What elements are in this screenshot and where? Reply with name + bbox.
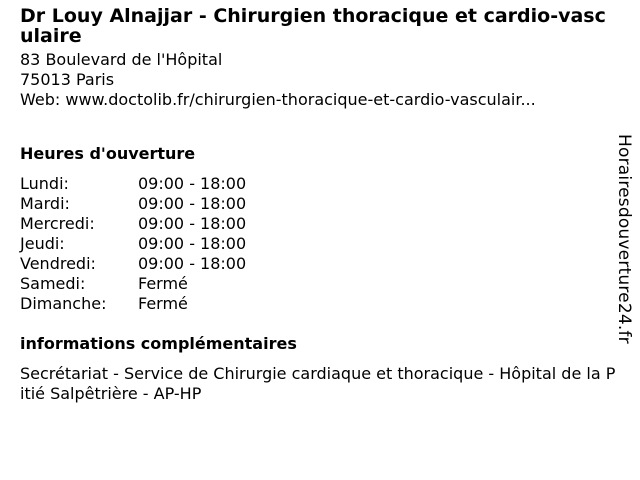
page-title: Dr Louy Alnajjar - Chirurgien thoracique et cardio-vasculaire xyxy=(20,5,606,47)
hours-row-lundi xyxy=(20,174,246,194)
day-label: Mercredi: xyxy=(20,214,95,233)
hours-row-mardi xyxy=(20,194,246,214)
day-hours: 09:00 - 18:00 xyxy=(138,214,247,233)
day-hours: 09:00 - 18:00 xyxy=(138,254,247,273)
address-city: 75013 Paris xyxy=(20,70,115,89)
day-hours: 09:00 - 18:00 xyxy=(138,194,247,213)
hours-row-dimanche xyxy=(20,294,246,314)
hours-row-samedi xyxy=(20,274,246,294)
day-label: Lundi: xyxy=(20,174,69,193)
opening-hours-table xyxy=(20,174,246,314)
day-hours: 09:00 - 18:00 xyxy=(138,234,247,253)
day-label: Mardi: xyxy=(20,194,70,213)
day-hours: Fermé xyxy=(138,274,188,293)
day-hours: Fermé xyxy=(138,294,188,313)
hours-heading: Heures d'ouverture xyxy=(20,144,196,163)
hours-row-jeudi xyxy=(20,234,246,254)
extra-info-heading: informations complémentaires xyxy=(20,334,297,353)
day-label: Jeudi: xyxy=(20,234,65,253)
business-card xyxy=(20,5,616,403)
watermark-text: Horairesdouverture24.fr xyxy=(614,134,634,344)
day-hours: 09:00 - 18:00 xyxy=(138,174,247,193)
day-label: Samedi: xyxy=(20,274,86,293)
address-street: 83 Boulevard de l'Hôpital xyxy=(20,50,223,69)
day-label: Vendredi: xyxy=(20,254,96,273)
address-block xyxy=(20,50,616,110)
website-link[interactable]: Web: www.doctolib.fr/chirurgien-thoracique-et-cardio-vasculair... xyxy=(20,90,536,109)
extra-info-text: Secrétariat - Service de Chirurgie cardiaque et thoracique - Hôpital de la Pitié Salpêtrière - AP-HP xyxy=(20,364,616,403)
day-label: Dimanche: xyxy=(20,294,107,313)
hours-row-vendredi xyxy=(20,254,246,274)
hours-row-mercredi xyxy=(20,214,246,234)
